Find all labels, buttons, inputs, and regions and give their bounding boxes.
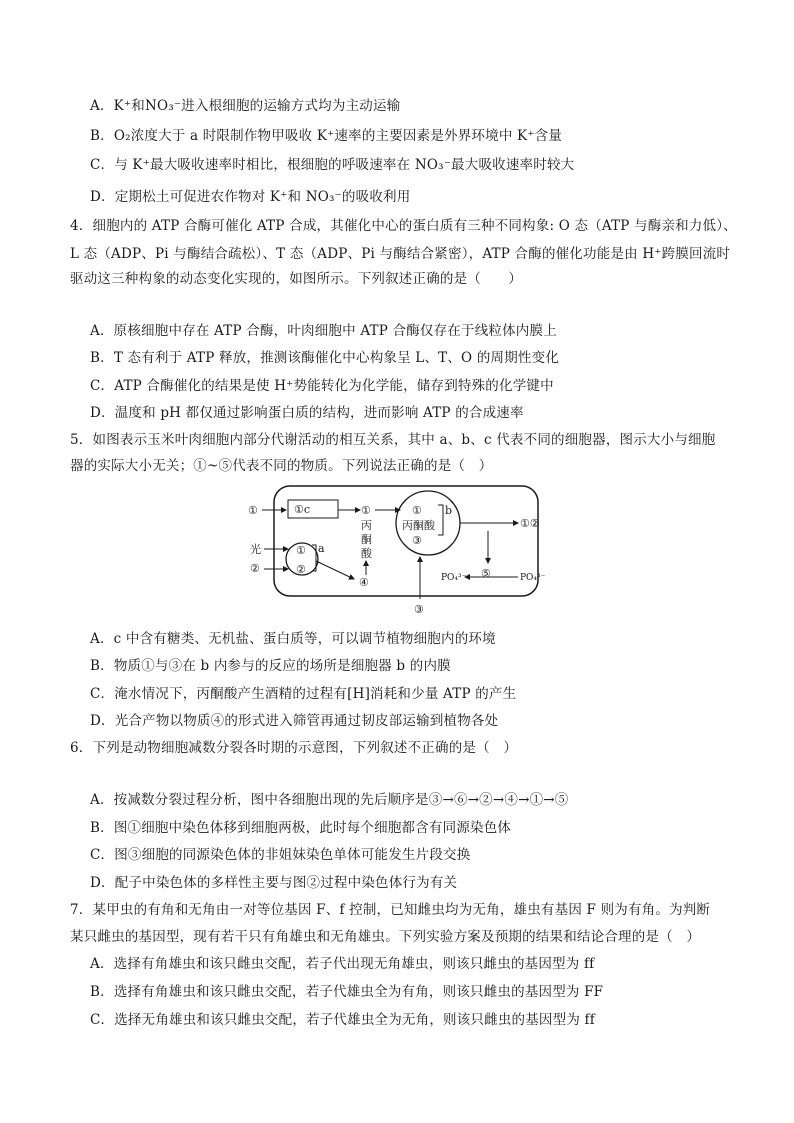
b-pyruvate: 丙酮酸 — [402, 519, 435, 532]
pyruvate-v3: 酸 — [361, 547, 372, 560]
q7-stem-line1: 7．某甲虫的有角和无角由一对等位基因 F、f 控制，已知雌虫均为无角，雄虫有基因 F 则为有角。为判断 — [70, 902, 711, 918]
q5-stem-line1: 5．如图表示玉米叶肉细胞内部分代谢活动的相互关系，其中 a、b、c 代表不同的细胞器，图示大小与细胞 — [70, 432, 716, 448]
q5-option-c: C．淹水情况下，丙酮酸产生酒精的过程有[H]消耗和少量 ATP 的产生 — [90, 686, 517, 702]
q4-stem-line2: L 态（ADP、Pi 与酶结合疏松）、T 态（ADP、Pi 与酶结合紧密），ATP 合酶的催化功能是由 H⁺跨膜回流时 — [70, 246, 731, 262]
product-4: ④ — [359, 576, 369, 589]
input-3: ③ — [414, 603, 424, 616]
q5-option-d: D．光合产物以物质④的形式进入筛管再通过韧皮部运输到植物各处 — [90, 713, 499, 729]
q6-option-c: C．图③细胞的同源染色体的非姐妹染色单体可能发生片段交换 — [90, 847, 471, 863]
q6-option-a: A．按减数分裂过程分析，图中各细胞出现的先后顺序是③→⑥→②→④→①→⑤ — [90, 792, 569, 808]
cell-outline — [274, 486, 538, 596]
output-12: ①② — [520, 517, 540, 530]
q5-option-b: B．物质①与③在 b 内参与的反应的场所是细胞器 b 的内膜 — [90, 658, 451, 674]
po4-left: PO₄³⁻ — [441, 573, 467, 583]
q7-option-b: B．选择有角雄虫和该只雌虫交配，若子代雄虫全为有角，则该只雌虫的基因型为 FF — [90, 984, 604, 1000]
q4-option-d: D．温度和 pH 都仅通过影响蛋白质的结构，进而影响 ATP 的合成速率 — [90, 405, 524, 421]
q6-stem: 6．下列是动物细胞减数分裂各时期的示意图，下列叙述不正确的是（ ） — [70, 740, 518, 756]
middle-1: ① — [361, 504, 371, 517]
q3-option-d: D．定期松土可促进农作物对 K⁺和 NO₃⁻的吸收利用 — [90, 189, 411, 205]
q4-option-b: B．T 态有利于 ATP 释放，推测该酶催化中心构象呈 L、T、O 的周期性变化 — [90, 350, 560, 366]
organelle-c-label: ①c — [294, 503, 311, 516]
q3-option-b: B．O₂浓度大于 a 时限制作物甲吸收 K⁺速率的主要因素是外界环境中 K⁺含量 — [90, 128, 563, 144]
q5-stem-line2: 器的实际大小无关；①~⑤代表不同的物质。下列说法正确的是（ ） — [70, 458, 493, 474]
q4-option-a: A．原核细胞中存在 ATP 合酶，叶肉细胞中 ATP 合酶仅存在于线粒体内膜上 — [90, 323, 557, 339]
q4-stem-line3: 驱动这三种构象的动态变化实现的，如图所示。下列叙述正确的是（ ） — [70, 271, 523, 287]
q7-stem-line2: 某只雌虫的基因型，现有若干只有角雄虫和无角雄虫。下列实验方案及预期的结果和结论合理的是（ ） — [70, 929, 701, 945]
b-inner-1: ① — [412, 504, 422, 517]
arrow-a-to-4 — [316, 561, 354, 579]
input-2: ② — [250, 562, 260, 575]
light-label: 光 — [250, 543, 261, 556]
pyruvate-v2: 酮 — [361, 533, 372, 546]
a-label: a — [318, 542, 325, 555]
b-inner-3: ③ — [412, 534, 422, 547]
q7-option-c: C．选择无角雄虫和该只雌虫交配，若子代雄虫全为无角，则该只雌虫的基因型为 ff — [90, 1012, 595, 1028]
q4-option-c: C．ATP 合酶催化的结果是使 H⁺势能转化为化学能，储存到特殊的化学键中 — [90, 378, 554, 394]
b-label: b — [445, 504, 453, 517]
q5-option-a: A．c 中含有糖类、无机盐、蛋白质等，可以调节植物细胞内的环境 — [90, 631, 496, 647]
q6-option-d: D．配子中染色体的多样性主要与图②过程中染色体行为有关 — [90, 875, 458, 891]
input-1: ① — [248, 504, 258, 517]
product-5: ⑤ — [481, 567, 491, 580]
pyruvate-v1: 丙 — [361, 519, 372, 532]
b-bracket — [438, 505, 443, 535]
q7-option-a: A．选择有角雄虫和该只雌虫交配，若子代出现无角雄虫，则该只雌虫的基因型为 ff — [90, 956, 595, 972]
q3-option-c: C．与 K⁺最大吸收速率时相比，根细胞的呼吸速率在 NO₃⁻最大吸收速率时较大 — [90, 157, 575, 173]
q4-stem-line1: 4．细胞内的 ATP 合酶可催化 ATP 合成，其催化中心的蛋白质有三种不同构象: O 态（ATP 与酶亲和力低）、 — [70, 218, 737, 234]
a-inner-2: ② — [296, 563, 306, 576]
metabolism-diagram — [240, 481, 560, 617]
q3-option-a: A．K⁺和NO₃⁻进入根细胞的运输方式均为主动运输 — [90, 98, 401, 114]
q6-option-b: B．图①细胞中染色体移到细胞两极，此时每个细胞都含有同源染色体 — [90, 820, 512, 836]
po4-right: PO₄³⁻ — [520, 573, 546, 583]
a-inner-1: ① — [296, 544, 306, 557]
